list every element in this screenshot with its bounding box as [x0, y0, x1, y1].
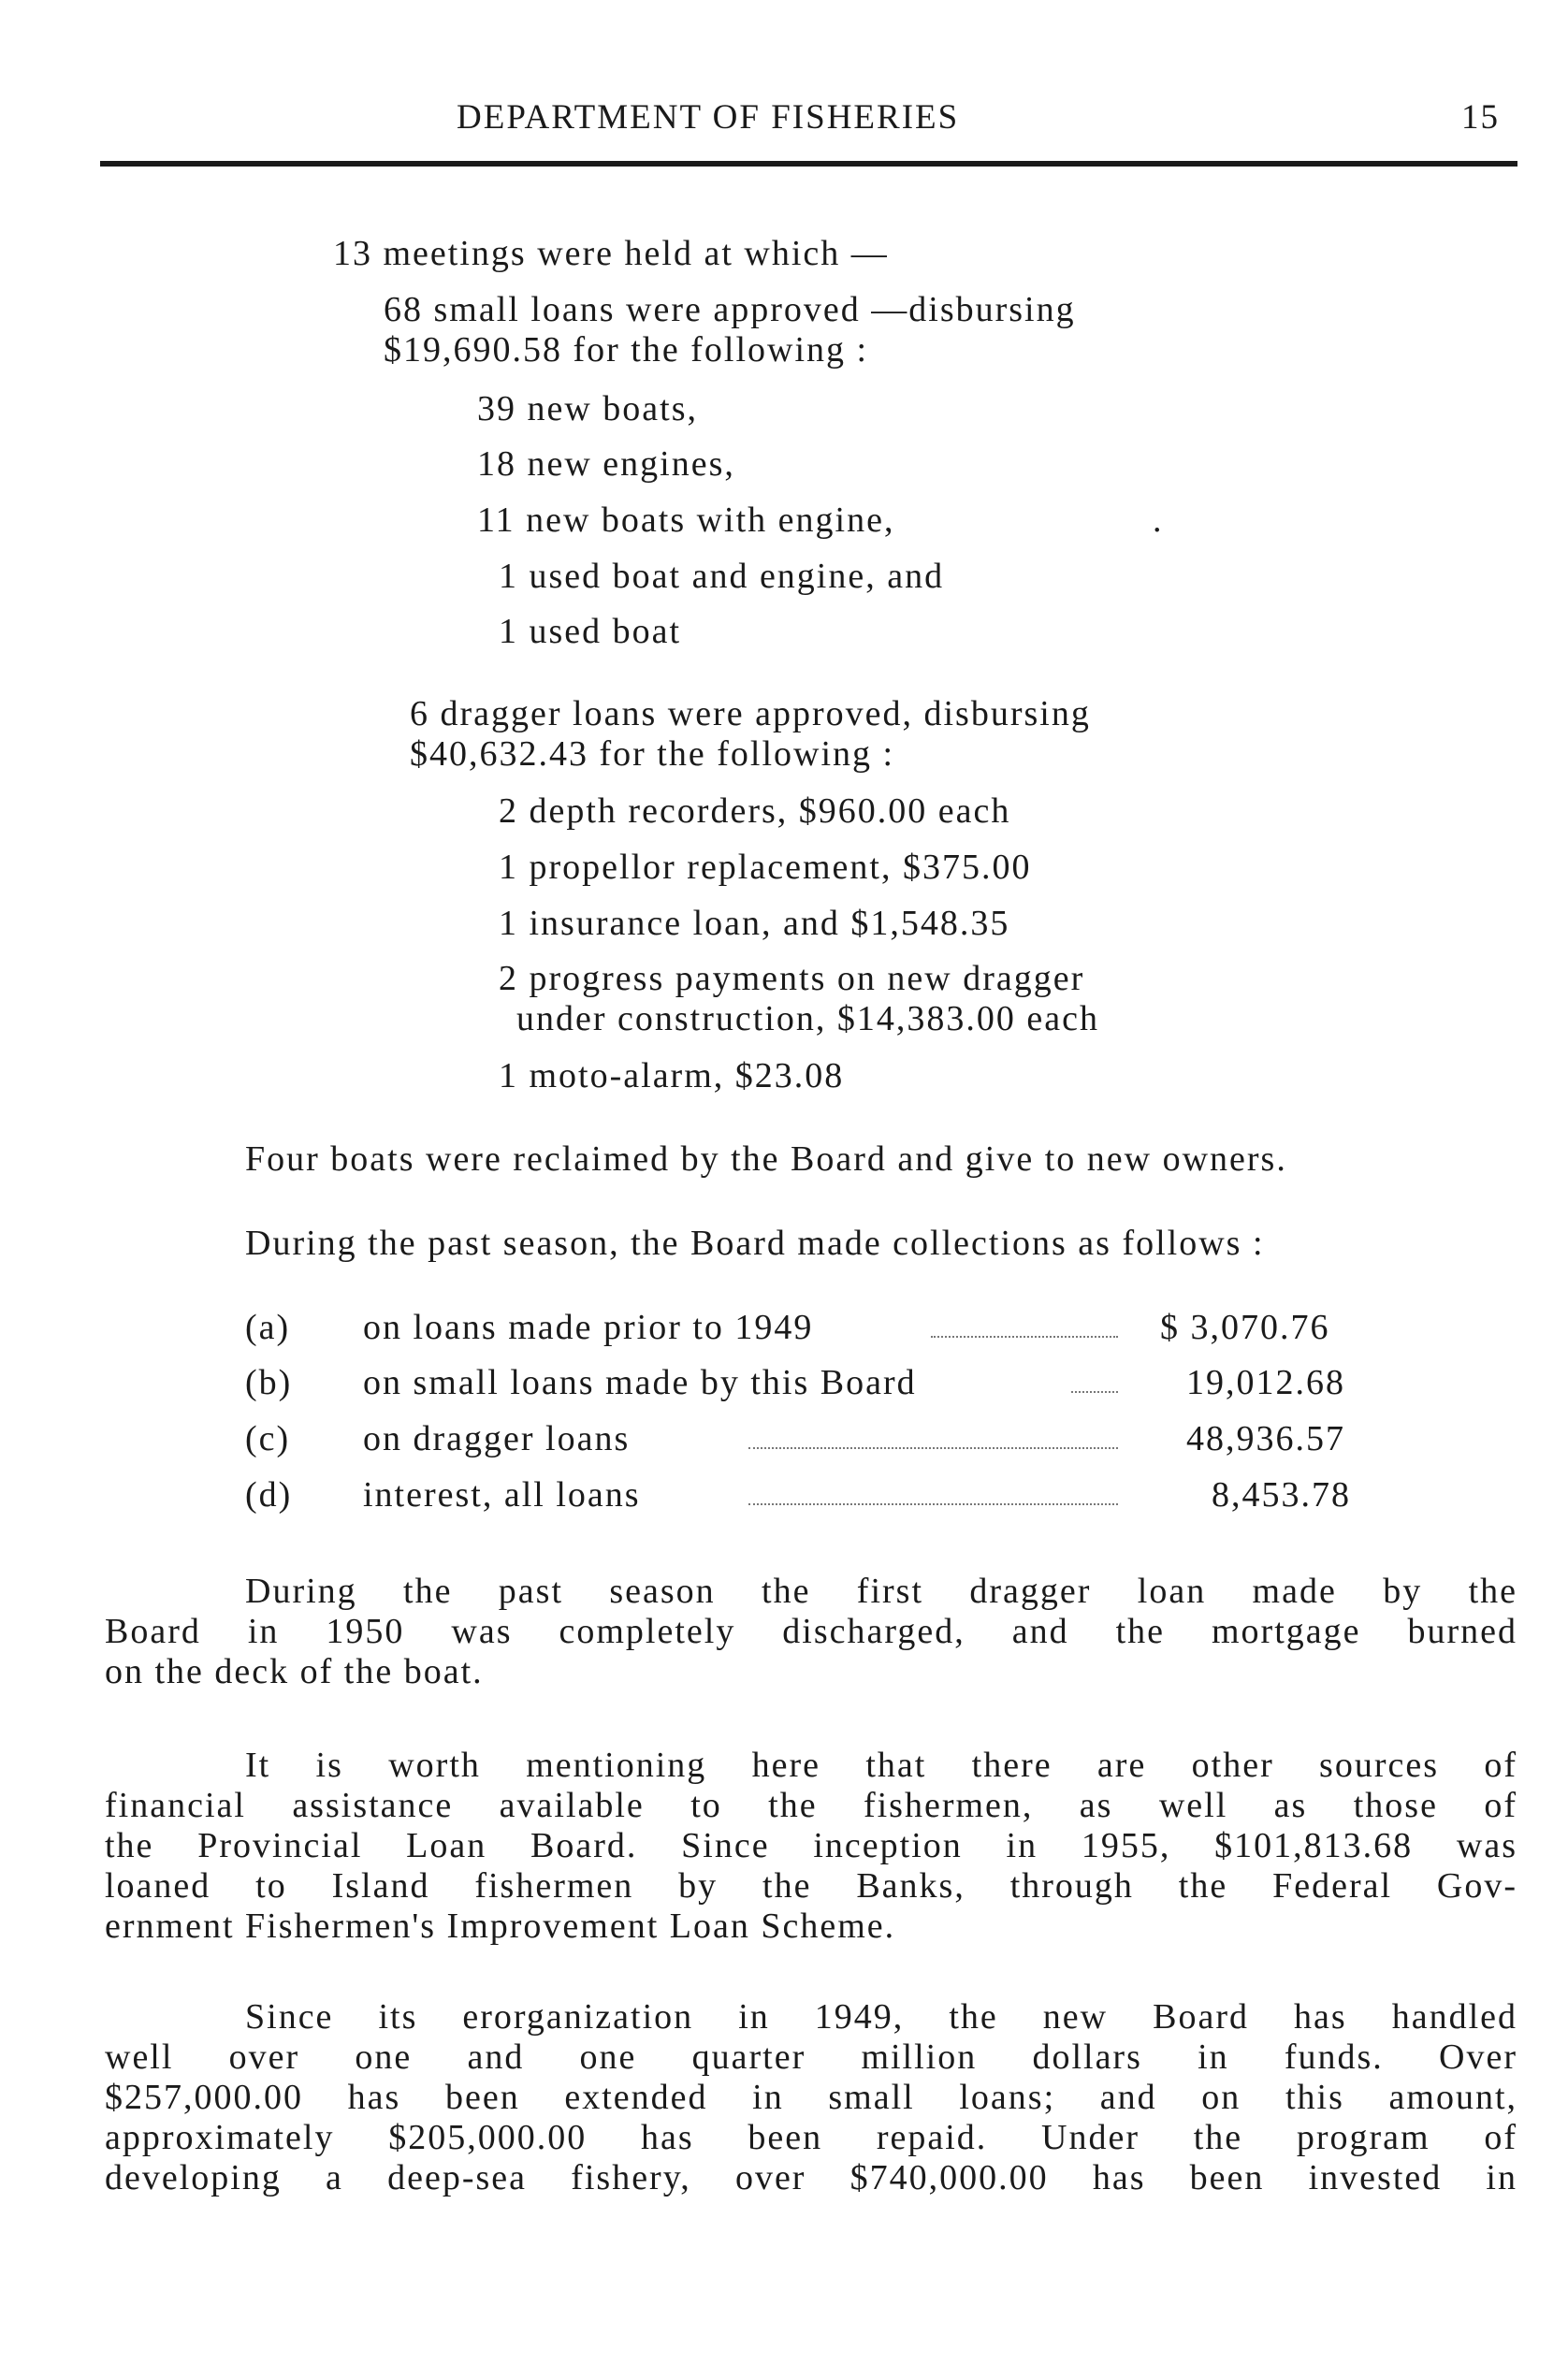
- collection-description: on dragger loans: [363, 1419, 631, 1458]
- header-rule: [100, 161, 1517, 167]
- small-loans-line1: 68 small loans were approved —disbursing: [384, 290, 1076, 329]
- dragger-loan-item: 1 insurance loan, and $1,548.35: [499, 904, 1010, 943]
- paragraph-line: financial assistance available to the fishermen, as well as those of: [105, 1786, 1517, 1825]
- paragraph-line: loaned to Island fishermen by the Banks, through the Federal Gov-: [105, 1866, 1517, 1906]
- paragraph-line: the Provincial Loan Board. Since inception in 1955, $101,813.68 was: [105, 1826, 1517, 1865]
- collection-amount: 48,936.57: [1186, 1419, 1345, 1458]
- paragraph-dragger-discharged: [105, 1572, 1517, 1692]
- dot-leader: [1071, 1391, 1118, 1393]
- dot-leader: [748, 1447, 1118, 1449]
- dragger-loan-item-continuation: under construction, $14,383.00 each: [516, 999, 1099, 1038]
- collection-label: (d): [245, 1475, 293, 1515]
- paragraph-line: It is worth mentioning here that there are other sources of: [245, 1746, 1517, 1785]
- dragger-loans-line1: 6 dragger loans were approved, disbursing: [410, 694, 1091, 733]
- paragraph-line: on the deck of the boat.: [105, 1652, 484, 1691]
- dragger-loans-line2: $40,632.43 for the following :: [410, 734, 895, 774]
- paragraph-line: During the past season the first dragger loan made by the: [245, 1572, 1517, 1611]
- collection-amount: 19,012.68: [1186, 1363, 1345, 1402]
- collection-label: (b): [245, 1363, 293, 1402]
- collection-description: on loans made prior to 1949: [363, 1308, 814, 1347]
- meetings-intro: 13 meetings were held at which —: [333, 234, 889, 273]
- page-number: 15: [1461, 98, 1500, 137]
- dot-leader: [931, 1336, 1118, 1338]
- small-loan-item: 39 new boats,: [477, 389, 699, 428]
- collection-amount: $ 3,070.76: [1160, 1308, 1330, 1347]
- small-loans-line2: $19,690.58 for the following :: [384, 330, 869, 370]
- collection-label: (a): [245, 1308, 291, 1347]
- dragger-loan-item: 1 moto-alarm, $23.08: [499, 1056, 845, 1095]
- collection-description: interest, all loans: [363, 1475, 641, 1515]
- small-loan-item: 1 used boat and engine, and: [499, 557, 945, 596]
- paragraph-line: $257,000.00 has been extended in small loans; and on this amount,: [105, 2078, 1517, 2117]
- small-loan-item: 18 new engines,: [477, 444, 735, 484]
- dot-leader: [748, 1503, 1118, 1505]
- collections-intro: During the past season, the Board made collections as follows :: [245, 1224, 1265, 1263]
- paragraph-line: well over one and one quarter million dollars in funds. Over: [105, 2037, 1517, 2077]
- reclaimed-statement: Four boats were reclaimed by the Board and give to new owners.: [245, 1139, 1287, 1179]
- paragraph-line: Board in 1950 was completely discharged, and the mortgage burned: [105, 1612, 1517, 1651]
- paragraph-line: developing a deep-sea fishery, over $740,000.00 has been invested in: [105, 2158, 1517, 2197]
- collection-description: on small loans made by this Board: [363, 1363, 917, 1402]
- small-loan-item: 11 new boats with engine,: [477, 500, 895, 540]
- collection-amount: 8,453.78: [1212, 1475, 1351, 1515]
- collection-label: (c): [245, 1419, 291, 1458]
- dragger-loan-item: 1 propellor replacement, $375.00: [499, 848, 1032, 887]
- dragger-loan-item: 2 progress payments on new dragger: [499, 959, 1085, 998]
- running-header-title: DEPARTMENT OF FISHERIES: [457, 98, 960, 137]
- paragraph-reorganization: [105, 1997, 1517, 2198]
- paragraph-line: approximately $205,000.00 has been repaid. Under the program of: [105, 2118, 1517, 2157]
- stray-period-mark: .: [1153, 500, 1164, 540]
- paragraph-other-sources: [105, 1746, 1517, 1947]
- paragraph-line: Since its erorganization in 1949, the new Board has handled: [245, 1997, 1517, 2037]
- dragger-loan-item: 2 depth recorders, $960.00 each: [499, 791, 1011, 831]
- paragraph-line: ernment Fishermen's Improvement Loan Scheme.: [105, 1907, 896, 1946]
- small-loan-item: 1 used boat: [499, 612, 682, 651]
